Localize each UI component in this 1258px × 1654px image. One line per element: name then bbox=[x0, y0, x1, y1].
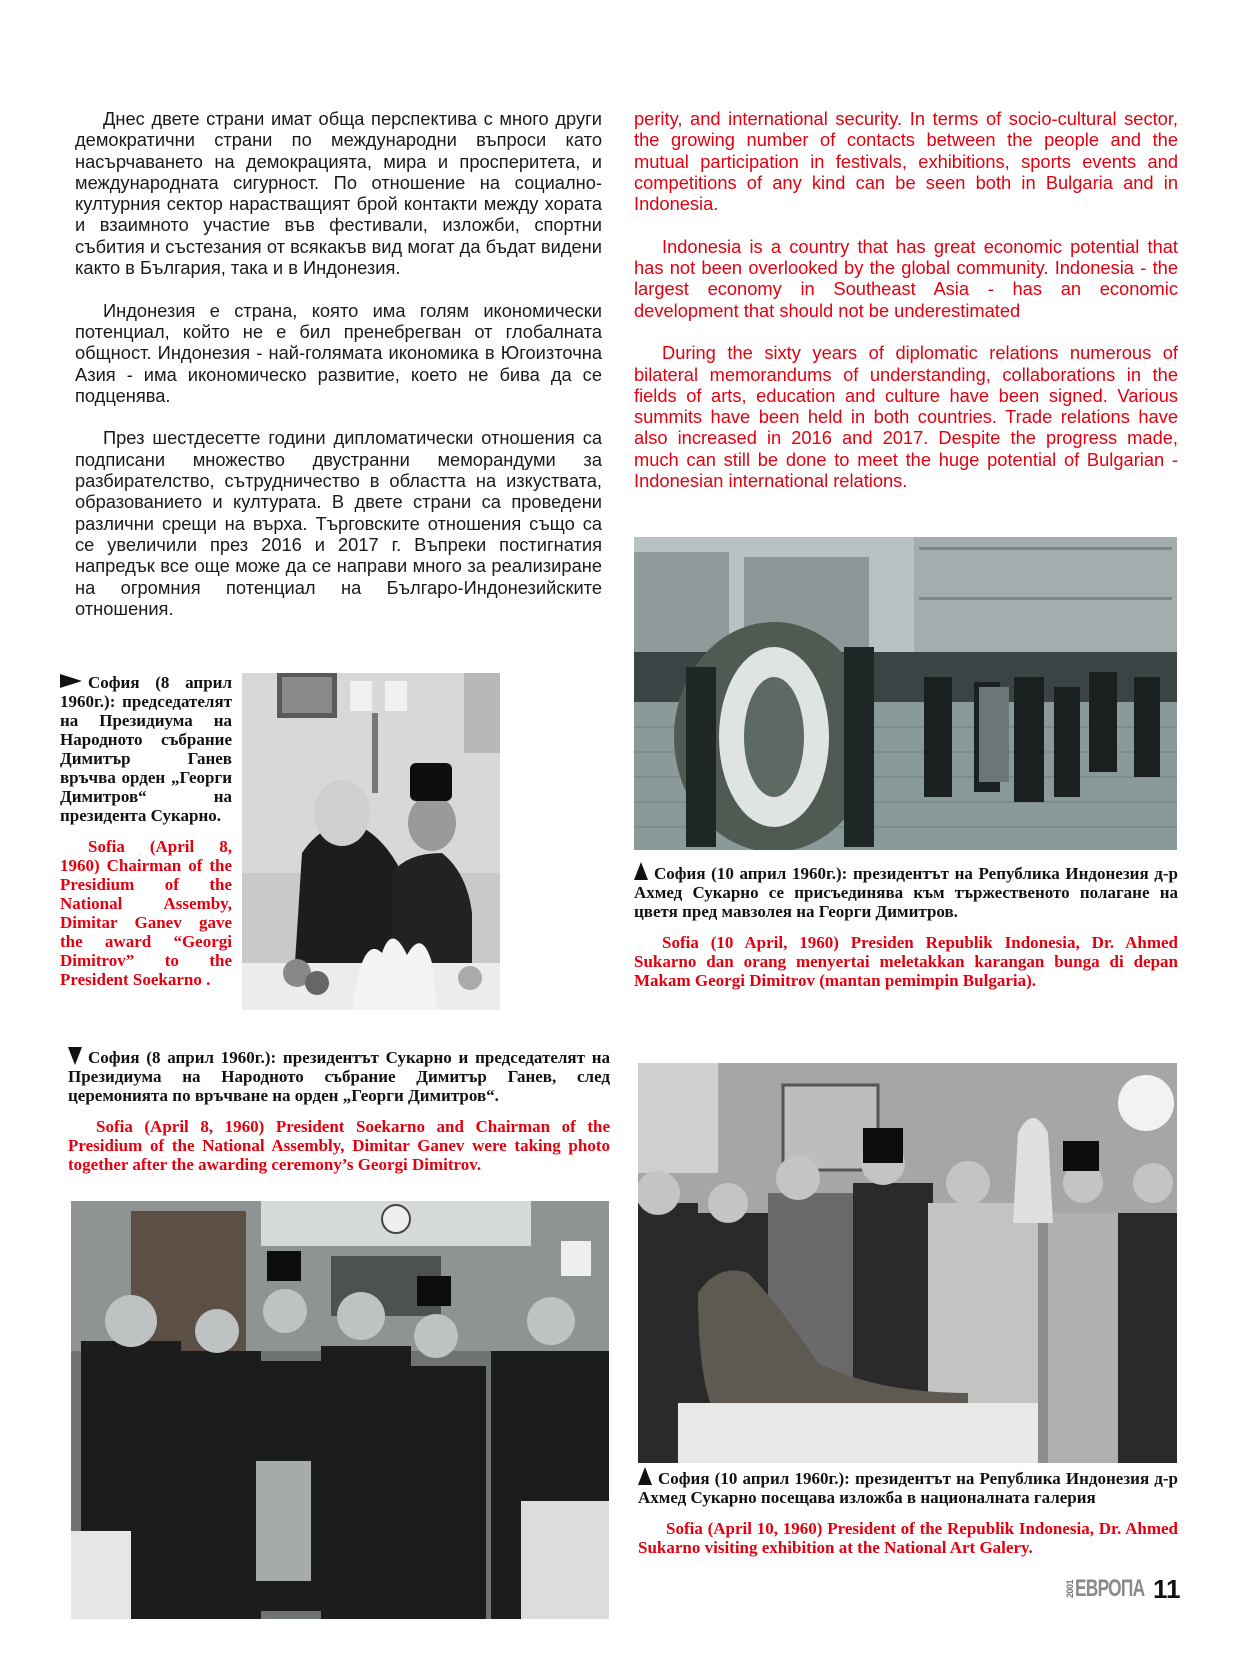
triangle-up-icon bbox=[638, 1467, 652, 1485]
caption-bg: София (10 април 1960г.): президентът на Република Индонезия д-р Ахмед Сукарно се присъединява към тържественото полагане на цветя пред мавзолея на Георги Димитров. bbox=[634, 864, 1178, 921]
page-footer bbox=[1066, 1572, 1181, 1606]
magazine-year: 2001 bbox=[1065, 1579, 1075, 1599]
paragraph-en-3: During the sixty years of diplomatic relations numerous of bilateral memorandums of understanding, collaborations in the fields of arts, education and culture have been signed. Various summits have been held in both countries. Trade relations have also increased in 2016 and 2017. Despite the progress made, much can still be done to meet the huge potential of Bulgarian - Indonesian international relations. bbox=[634, 342, 1178, 492]
photo-national-gallery bbox=[638, 1063, 1177, 1463]
caption-group-photo bbox=[68, 1047, 610, 1174]
photo-wreath-laying bbox=[634, 537, 1177, 850]
paragraph-bg-3: През шестдесетте години дипломатически отношения са подписани множество двустранни меморандуми за разбирателство, сътрудничество в областта на изкуствата, образованието и културата. В двете страни са проведени различни срещи на върха. Търговските отношения също са се увеличили през 2016 и 2017 г. Въпреки постигнатия напредък все още може да се направи много за реализиране на огромния потенциал на Българо-Индонезийските отношения. bbox=[75, 427, 602, 619]
caption-bg: София (10 април 1960г.): президентът на Република Индонезия д-р Ахмед Сукарно посещава изложба в националната галерия bbox=[638, 1469, 1178, 1507]
paragraph-bg-2: Индонезия е страна, която има голям икономически потенциал, който не е бил пренебрегван от глобалната общност. Индонезия - най-голямата икономика в Югоизточна Азия - има икономическо развитие, което не бива да се подценява. bbox=[75, 299, 602, 406]
caption-en: Sofia (10 April, 1960) Presiden Republik Indonesia, Dr. Ahmed Sukarno dan orang menyertai meletakkan karangan bunga di depan Makam Georgi Dimitrov (mantan pemimpin Bulgaria). bbox=[634, 933, 1178, 990]
photo-award-ceremony bbox=[242, 673, 500, 1010]
paragraph-en-2: Indonesia is a country that has great economic potential that has not been overlooked by the global community. Indonesia - the largest economy in Southeast Asia - has an economic development that should not be underestimated bbox=[634, 235, 1178, 321]
caption-national-gallery bbox=[638, 1467, 1178, 1557]
magazine-logo: ЕВРОПА bbox=[1075, 1575, 1145, 1602]
article-column-english bbox=[634, 108, 1178, 491]
photo-group bbox=[71, 1201, 609, 1619]
caption-bg: София (8 април 1960г.): председателят на Президиума на Народното събрание Димитър Ганев връчва орден „Георги Димитров“ на президента Сукарно. bbox=[60, 673, 232, 825]
caption-en: Sofia (April 8, 1960) Chairman of the Presidium of the National Assemby, Dimitar Ganev gave the award “Georgi Dimitrov” to the President Soekarno . bbox=[60, 837, 232, 989]
triangle-up-icon bbox=[634, 862, 648, 880]
caption-en: Sofia (April 8, 1960) President Soekarno and Chairman of the Presidium of the National Assembly, Dimitar Ganev were taking photo together after the awarding ceremony’s Georgi Dimitrov. bbox=[68, 1117, 610, 1174]
paragraph-en-1: perity, and international security. In terms of socio-cultural sector, the growing number of contacts between the people and the mutual participation in festivals, exhibitions, sports events and competitions of any kind can be seen both in Bulgaria and in Indonesia. bbox=[634, 108, 1178, 215]
caption-en: Sofia (April 10, 1960) President of the Republik Indonesia, Dr. Ahmed Sukarno visiting exhibition at the National Art Galery. bbox=[638, 1519, 1178, 1557]
caption-award-ceremony bbox=[60, 673, 232, 989]
triangle-right-icon bbox=[60, 674, 82, 688]
caption-wreath-laying bbox=[634, 862, 1178, 990]
caption-bg: София (8 април 1960г.): президентът Сукарно и председателят на Президиума на Народното събрание Димитър Ганев, след церемонията по връчване на орден „Георги Димитров“. bbox=[68, 1048, 610, 1105]
triangle-down-icon bbox=[68, 1047, 82, 1065]
paragraph-bg-1: Днес двете страни имат обща перспектива с много други демократични страни по международни въпроси като насърчаването на демокрацията, мира и просперитета, и международната сигурност. По отношение на социално-културния сектор нарастващият брой контакти между хората и взаимното участие във фестивали, изложби, спортни събития и състезания от всякакъв вид могат да бъдат видени както в България, така и в Индонезия. bbox=[75, 108, 602, 279]
page-number: 11 bbox=[1153, 1573, 1181, 1604]
article-column-bulgarian bbox=[75, 108, 602, 619]
